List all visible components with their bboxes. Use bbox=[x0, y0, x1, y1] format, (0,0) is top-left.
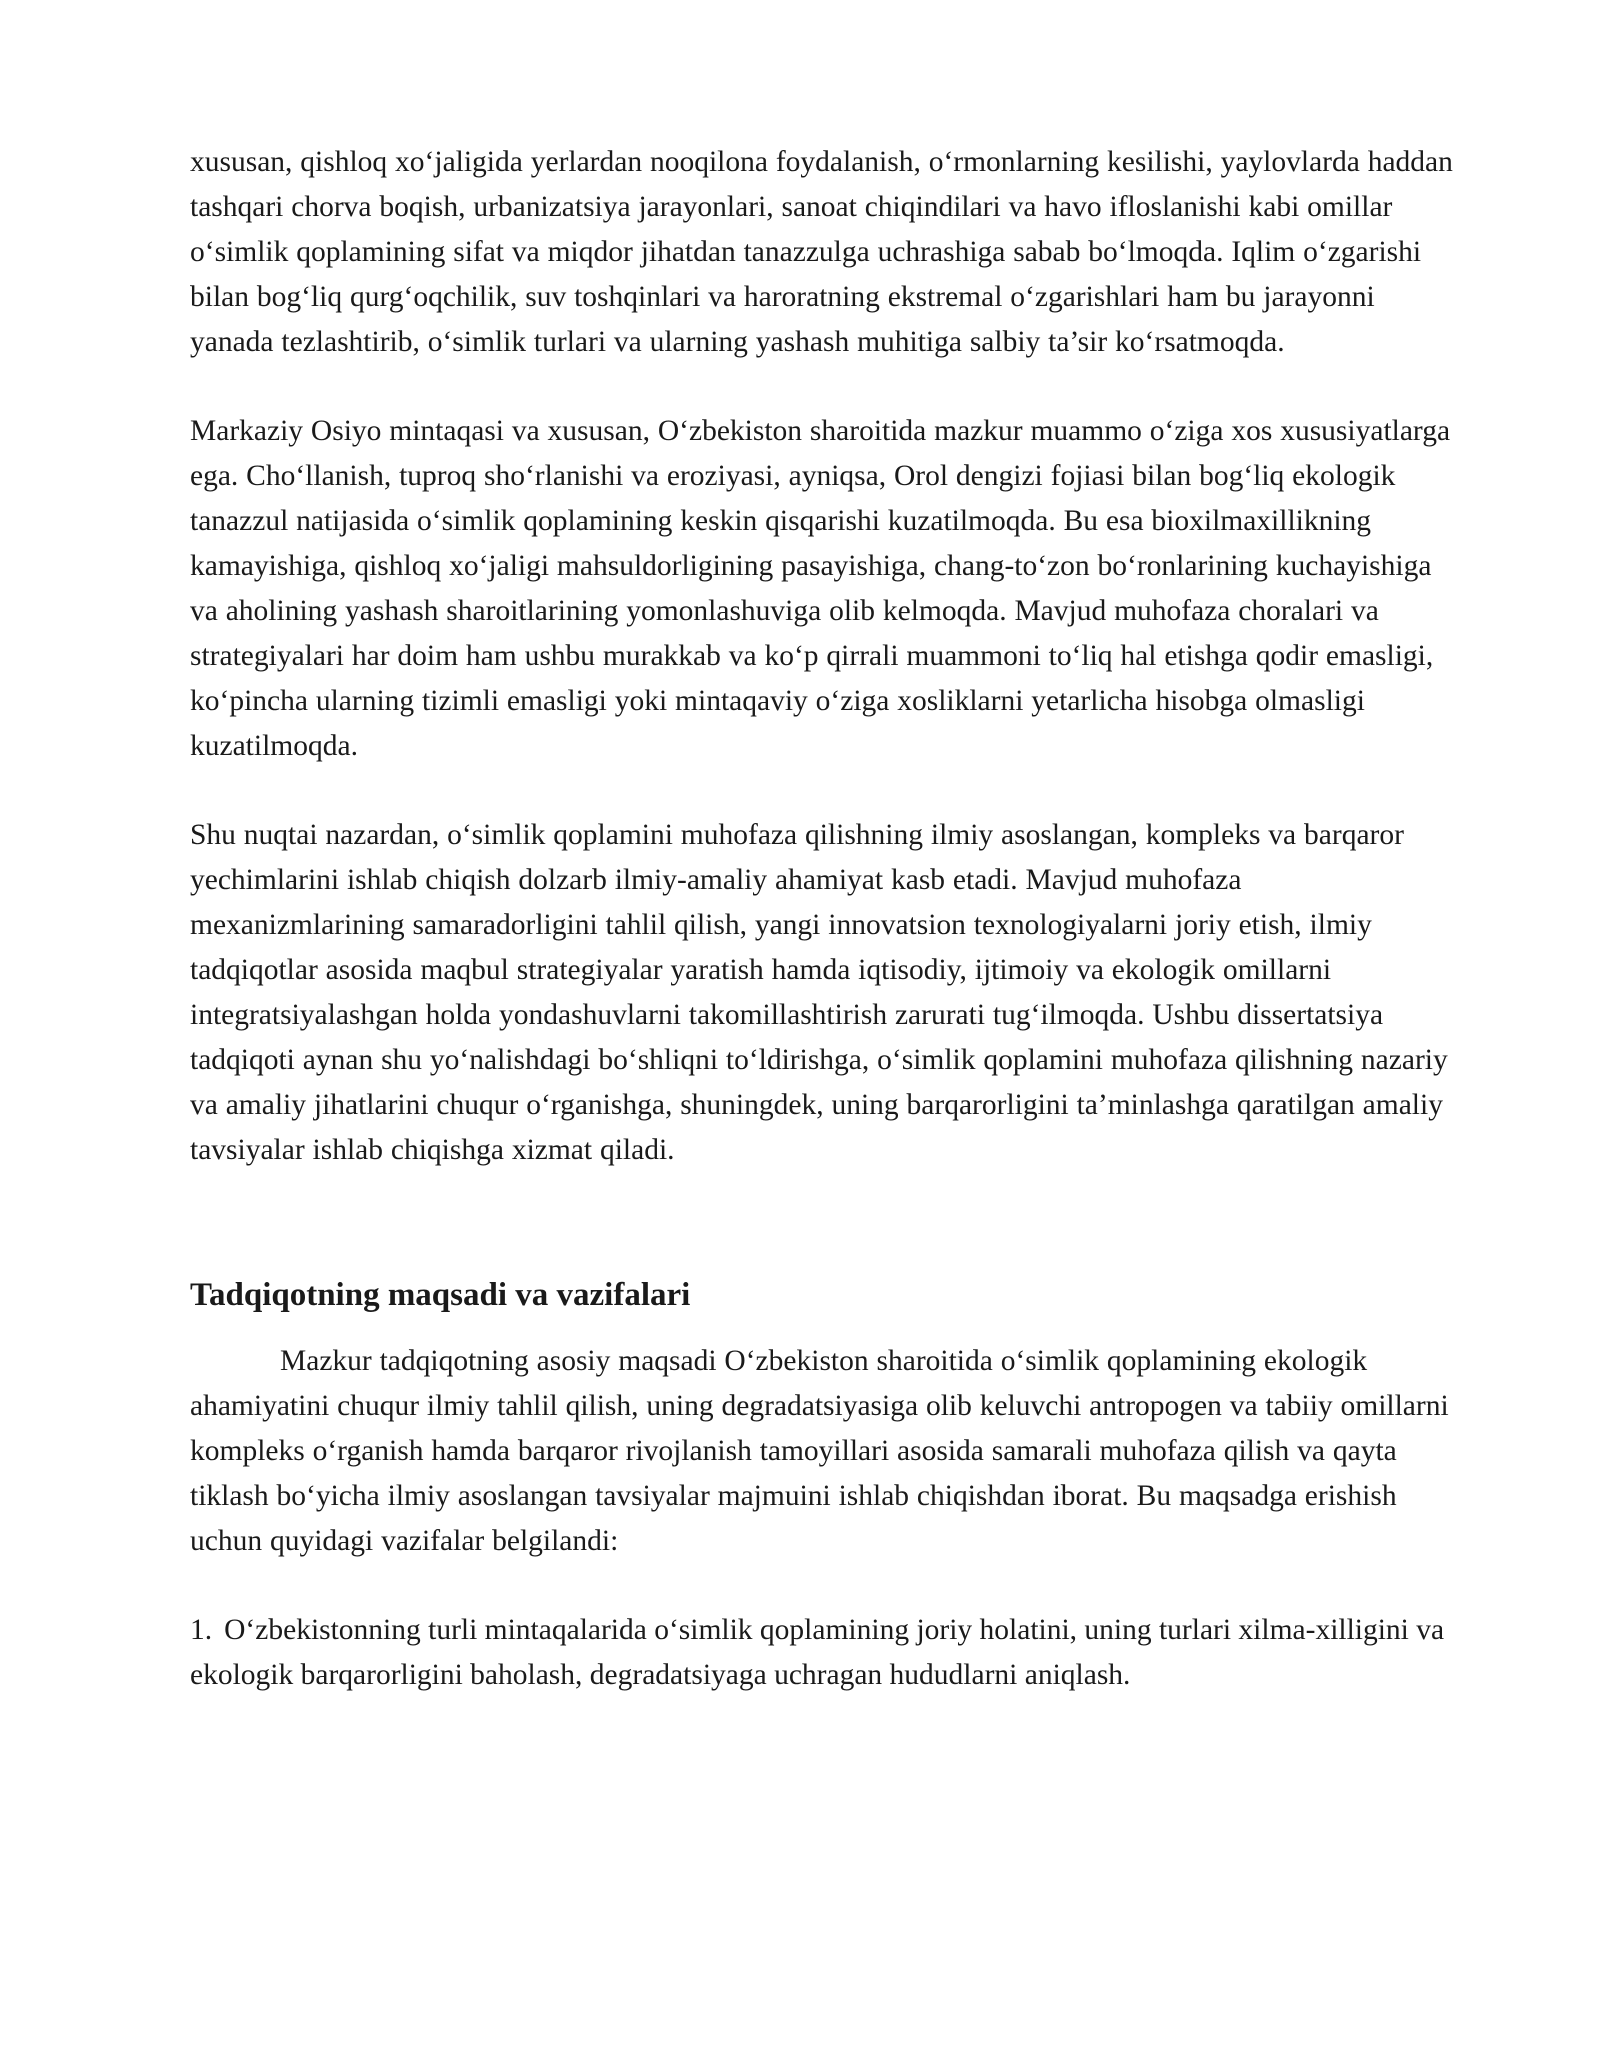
list-item-number: 1. bbox=[190, 1614, 213, 1646]
paragraph-3: Shu nuqtai nazardan, o‘simlik qoplamini muhofaza qilishning ilmiy asoslangan, kompleks va barqaror yechimlarini ishlab chiqish dolzarb ilmiy-amaliy ahamiyat kasb etadi. Mavjud muhofaza mexanizmlarining samaradorligini tahlil qilish, yangi innovatsion texnologiyalarni joriy etish, ilmiy tadqiqotlar asosida maqbul strategiyalar yaratish hamda iqtisodiy, ijtimoiy va ekologik omillarni integratsiyalashgan holda yondashuvlarni takomillashtirish zarurati tug‘ilmoqda. Ushbu dissertatsiya tadqiqoti aynan shu yo‘nalishdagi bo‘shliqni to‘ldirishga, o‘simlik qoplamini muhofaza qilishning nazariy va amaliy jihatlarini chuqur o‘rganishga, shuningdek, uning barqarorligini ta’minlashga qaratilgan amaliy tavsiyalar ishlab chiqishga xizmat qiladi. bbox=[190, 819, 1448, 1166]
section-intro-paragraph: Mazkur tadqiqotning asosiy maqsadi O‘zbekiston sharoitida o‘simlik qoplamining ekologik ahamiyatini chuqur ilmiy tahlil qilish, uning degradatsiyasiga olib keluvchi antropogen va tabiiy omillarni kompleks o‘rganish hamda barqaror rivojlanish tamoyillari asosida samarali muhofaza qilish va qayta tiklash bo‘yicha ilmiy asoslangan tavsiyalar majmuini ishlab chiqishdan iborat. Bu maqsadga erishish uchun quyidagi vazifalar belgilandi: bbox=[190, 1345, 1449, 1557]
list-item-text: O‘zbekistonning turli mintaqalarida o‘simlik qoplamining joriy holatini, uning turlari xilma-xilligini va ekologik barqarorligini baholash, degradatsiyaga uchragan hududlarni aniqlash. bbox=[190, 1614, 1445, 1691]
list-item bbox=[190, 1608, 1460, 1698]
document-body bbox=[190, 140, 1460, 1698]
paragraph-2: Markaziy Osiyo mintaqasi va xususan, O‘zbekiston sharoitida mazkur muammo o‘ziga xos xususiyatlarga ega. Cho‘llanish, tuproq sho‘rlanishi va eroziyasi, ayniqsa, Orol dengizi fojiasi bilan bog‘liq ekologik tanazzul natijasida o‘simlik qoplamining keskin qisqarishi kuzatilmoqda. Bu esa bioxilmaxillikning kamayishiga, qishloq xo‘jaligi mahsuldorligining pasayishiga, chang-to‘zon bo‘ronlarining kuchayishiga va aholining yashash sharoitlarining yomonlashuviga olib kelmoqda. Mavjud muhofaza choralari va strategiyalari har doim ham ushbu murakkab va ko‘p qirrali muammoni to‘liq hal etishga qodir emasligi, ko‘pincha ularning tizimli emasligi yoki mintaqaviy o‘ziga xosliklarni yetarlicha hisobga olmasligi kuzatilmoqda. bbox=[190, 415, 1451, 762]
paragraph-1: xususan, qishloq xo‘jaligida yerlardan nooqilona foydalanish, o‘rmonlarning kesilishi, yaylovlarda haddan tashqari chorva boqish, urbanizatsiya jarayonlari, sanoat chiqindilari va havo ifloslanishi kabi omillar o‘simlik qoplamining sifat va miqdor jihatdan tanazzulga uchrashiga sabab bo‘lmoqda. Iqlim o‘zgarishi bilan bog‘liq qurg‘oqchilik, suv toshqinlari va haroratning ekstremal o‘zgarishlari ham bu jarayonni yanada tezlashtirib, o‘simlik turlari va ularning yashash muhitiga salbiy ta’sir ko‘rsatmoqda. bbox=[190, 146, 1453, 358]
section-heading: Tadqiqotning maqsadi va vazifalari bbox=[190, 1277, 691, 1313]
